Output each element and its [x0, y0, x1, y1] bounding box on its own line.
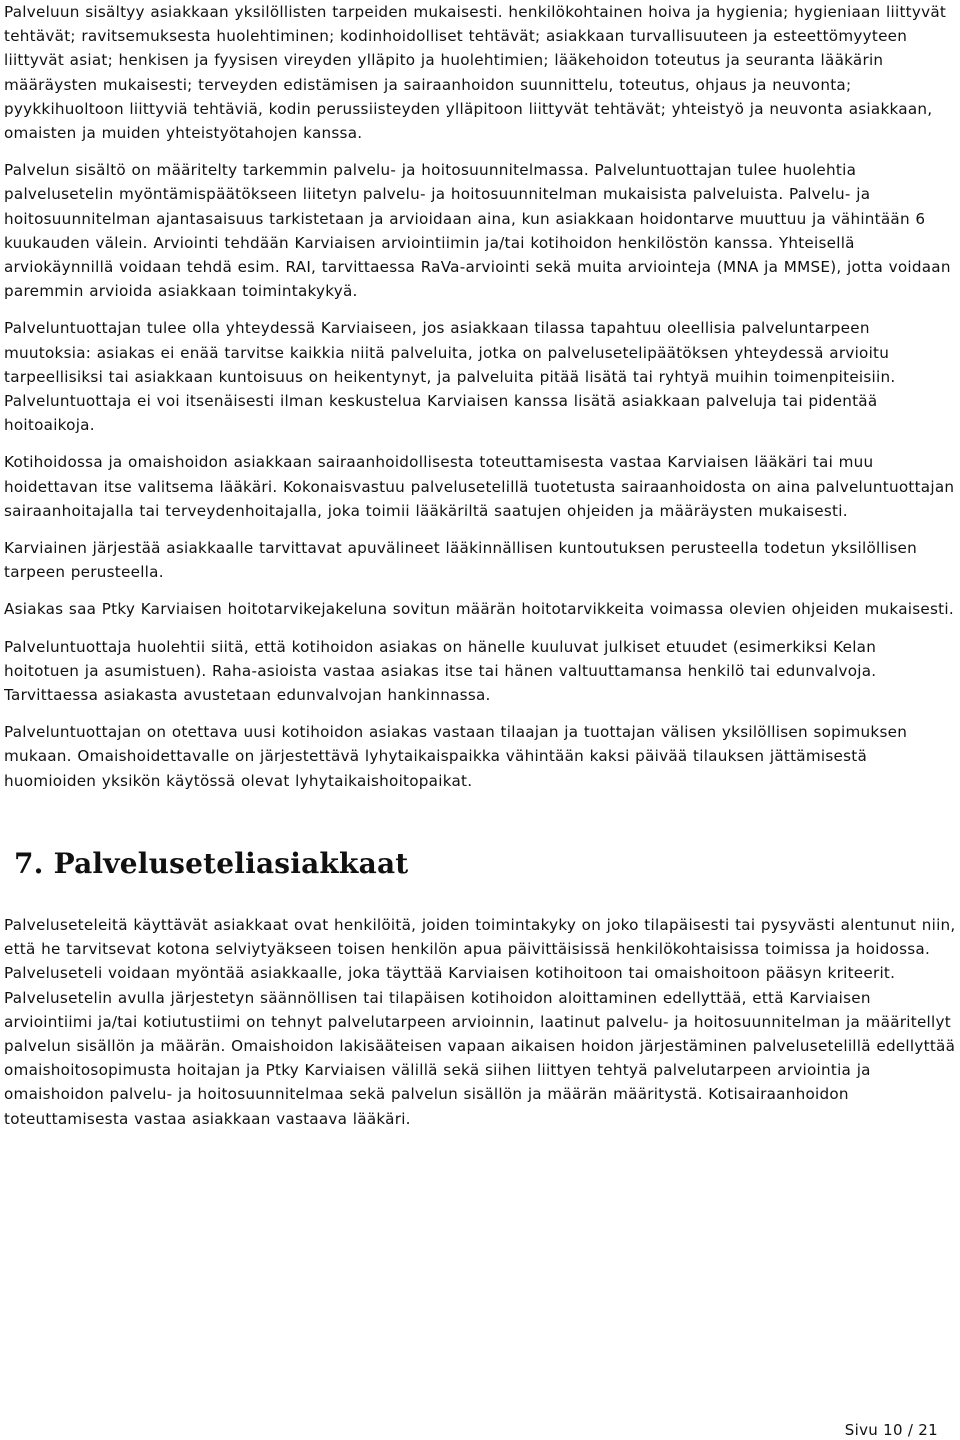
paragraph-care-supplies: Asiakas saa Ptky Karviaisen hoitotarvikejakeluna sovitun määrän hoitotarvikkeita voimassa olevien ohjeiden mukaisesti.	[4, 600, 954, 619]
section-heading: 7. Palveluseteliasiakkaat	[14, 846, 409, 880]
paragraph-voucher-clients: Palveluseteleitä käyttävät asiakkaat ovat henkilöitä, joiden toimintakyky on joko tilapäisesti tai pysyvästi alentunut niin, että he tarvitsevat kotona selviytyäkseen toisen henkilön apua päivittäisissä henkilökohtaisissa toimissa ja hoidossa. Palveluseteli voidaan myöntää asiakkaalle, joka täyttää Karviaisen kotihoitoon tai omaishoitoon pääsyn kriteerit. Palvelusetelin avulla järjestetyn säännöllisen tai tilapäisen kotihoidon aloittaminen edellyttää, että Karviaisen arviointiimi ja/tai kotiutustiimi on tehnyt palvelutarpeen arvioinnin, laatinut palvelu- ja hoitosuunnitelman ja määritellyt palvelun sisällön ja määrän. Omaishoidon lakisääteisen vapaan aikaisen hoidon järjestäminen palvelusetelillä edellyttää omaishoitosopimusta hoitajan ja Ptky Karviaisen välillä sekä siihen liittyen tehtyä palvelutarpeen arviointia ja omaishoidon palvelu- ja hoitosuunnitelmaa sekä palvelun sisällön ja määrän määritystä. Kotisairaanhoidon toteuttamisesta vastaa asiakkaan vastaava lääkäri.	[4, 915, 956, 1128]
document-body	[4, 0, 956, 1144]
paragraph-service-contents: Palveluun sisältyy asiakkaan yksilöllisten tarpeiden mukaisesti. henkilökohtainen hoiva ja hygienia; hygieniaan liittyvät tehtävät; ravitsemuksesta huolehtiminen; kodinhoidolliset tehtävät; asiakkaan turvallisuuteen ja esteettömyyteen liittyvät asiat; henkisen ja fyysisen vireyden ylläpito ja huolehtimien; lääkehoidon toteutus ja seuranta lääkärin määräysten mukaisesti; terveyden edistämisen ja sairaanhoidon suunnittelu, toteutus, ohjaus ja neuvonta; pyykkihuoltoon liittyviä tehtäviä, kodin perussiisteyden ylläpitoon liittyvät tehtävät; yhteistyö ja neuvonta asiakkaan, omaisten ja muiden yhteistyötahojen kanssa.	[4, 3, 947, 143]
paragraph-contact-karviainen: Palveluntuottajan tulee olla yhteydessä Karviaiseen, jos asiakkaan tilassa tapahtuu oleellisia palveluntarpeen muutoksia: asiakas ei enää tarvitse kaikkia niitä palveluita, jotka on palvelusetelipäätöksen yhteydessä arvioitu tarpeellisiksi tai asiakkaan kuntoisuus on heikentynyt, ja palveluita pitää lisätä tai ryhtyä muihin toimenpiteisiin. Palveluntuottaja ei voi itsenäisesti ilman keskustelua Karviaisen kanssa lisätä asiakkaan palveluja tai pidentää hoitoaikoja.	[4, 319, 896, 435]
page-number: Sivu 10 / 21	[844, 1421, 938, 1439]
paragraph-public-benefits: Palveluntuottaja huolehtii siitä, että kotihoidon asiakas on hänelle kuuluvat julkiset etuudet (esimerkiksi Kelan hoitotuen ja asumistuen). Raha-asioista vastaa asiakas itse tai hänen valtuuttamansa henkilö tai edunvalvoja. Tarvittaessa asiakasta avustetaan edunvalvojan hankinnassa.	[4, 637, 877, 705]
paragraph-new-clients: Palveluntuottajan on otettava uusi kotihoidon asiakas vastaan tilaajan ja tuottajan välisen yksilöllisen sopimuksen mukaan. Omaishoidettavalle on järjestettävä lyhytaikaispaikka vähintään kaksi päivää tilauksen jättämisestä huomioiden yksikön käytössä olevat lyhytaikaishoitopaikat.	[4, 723, 908, 790]
paragraph-assistive-devices: Karviainen järjestää asiakkaalle tarvittavat apuvälineet lääkinnällisen kuntoutuksen perusteella todetun yksilöllisen tarpeen perusteella.	[4, 539, 918, 582]
paragraph-medical-responsibility: Kotihoidossa ja omaishoidon asiakkaan sairaanhoidollisesta toteuttamisesta vastaa Karviaisen lääkäri tai muu hoidettavan itse valitsema lääkäri. Kokonaisvastuu palvelusetelillä tuotetusta sairaanhoidosta on aina palveluntuottajan sairaanhoitajalla tai terveydenhoitajalla, joka toimii lääkäriltä saatujen ohjeiden ja määräysten mukaisesti.	[4, 453, 955, 520]
paragraph-care-plan: Palvelun sisältö on määritelty tarkemmin palvelu- ja hoitosuunnitelmassa. Palveluntuottajan tulee huolehtia palvelusetelin myöntämispäätökseen liitetyn palvelu- ja hoitosuunnitelman mukaisista palveluista. Palvelu- ja hoitosuunnitelman ajantasaisuus tarkistetaan ja arvioidaan aina, kun asiakkaan hoidontarve muuttuu ja vähintään 6 kuukauden välein. Arviointi tehdään Karviaisen arviointiimin ja/tai kotihoidon henkilöstön kanssa. Yhteisellä arviokäynnillä voidaan tehdä esim. RAI, tarvittaessa RaVa-arviointi sekä muita arviointeja (MNA ja MMSE), jotta voidaan paremmin arvioida asiakkaan toimintakykyä.	[4, 161, 951, 301]
